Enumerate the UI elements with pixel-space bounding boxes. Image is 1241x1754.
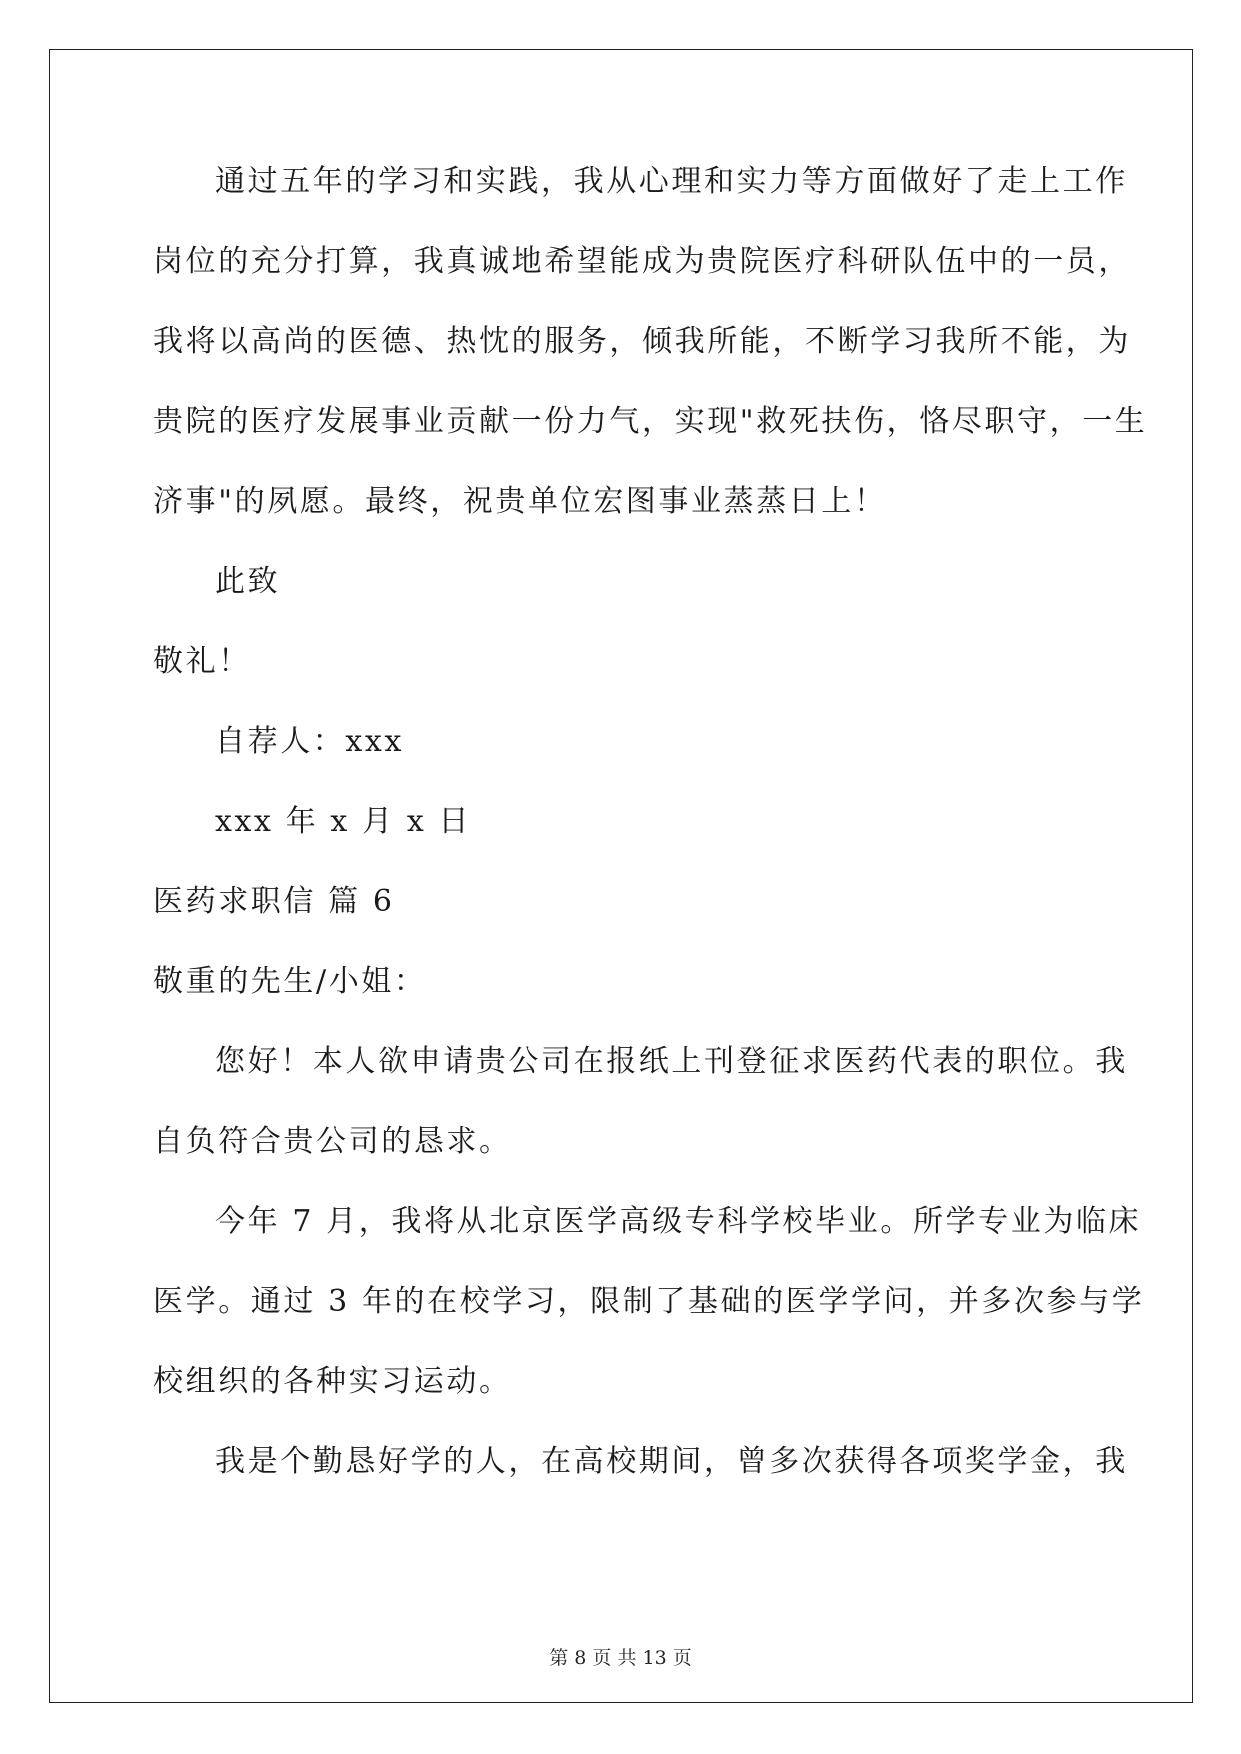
signature-line: 自荐人：xxx	[215, 724, 404, 759]
closing-regards: 敬礼！	[153, 644, 251, 679]
closing-salutation: 此致	[215, 564, 281, 599]
greeting-line: 敬重的先生/小姐：	[153, 964, 427, 999]
document-body	[153, 162, 1148, 1522]
paragraph-line: 我将以高尚的医德、热忱的服务，倾我所能，不断学习我所不能，为	[153, 324, 1131, 359]
section-title: 医药求职信 篇 6	[153, 884, 395, 919]
page-number-footer: 第 8 页 共 13 页	[549, 1647, 692, 1669]
paragraph-line: 济事"的夙愿。最终，祝贵单位宏图事业蒸蒸日上！	[153, 484, 887, 519]
paragraph-line: 今年 7 月，我将从北京医学高级专科学校毕业。所学专业为临床	[215, 1204, 1142, 1239]
paragraph-line: 岗位的充分打算，我真诚地希望能成为贵院医疗科研队伍中的一员，	[153, 244, 1131, 279]
paragraph-line: 通过五年的学习和实践，我从心理和实力等方面做好了走上工作	[215, 164, 1128, 199]
paragraph-line: 贵院的医疗发展事业贡献一份力气，实现"救死扶伤，恪尽职守，一生	[153, 404, 1148, 439]
paragraph-line: 我是个勤恳好学的人，在高校期间，曾多次获得各项奖学金，我	[215, 1444, 1128, 1479]
paragraph-line: 自负符合贵公司的恳求。	[153, 1124, 512, 1159]
paragraph-line: 校组织的各种实习运动。	[153, 1364, 512, 1399]
paragraph-line: 医学。通过 3 年的在校学习，限制了基础的医学学问，并多次参与学	[153, 1284, 1145, 1319]
date-line: xxx 年 x 月 x 日	[215, 804, 472, 839]
paragraph-line: 您好！本人欲申请贵公司在报纸上刊登征求医药代表的职位。我	[215, 1044, 1128, 1079]
